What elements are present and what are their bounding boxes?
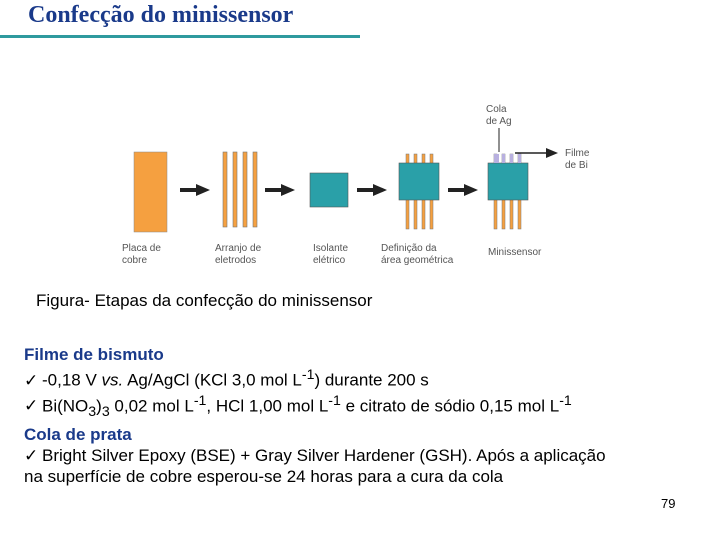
cola-heading: Cola de prata — [24, 425, 132, 444]
stage-label-arranjo: Arranjo de eletrodos — [215, 243, 262, 266]
stage-label-minissensor: Minissensor — [488, 247, 542, 258]
page-number: 79 — [661, 496, 676, 511]
electrode-array — [223, 152, 257, 227]
title-underline — [0, 35, 360, 38]
copper-plate — [134, 152, 167, 232]
minisensor — [488, 154, 528, 229]
fabrication-figure — [0, 90, 720, 290]
stage-label-isolante: Isolante elétrico — [313, 243, 349, 266]
arrow-2 — [265, 184, 295, 196]
stage-label-placa: Placa de cobre — [122, 243, 161, 266]
cola-bullet: ✓ Bright Silver Epoxy (BSE) + Gray Silver Hardener (GSH). Após a aplicação — [24, 446, 606, 465]
check-icon: ✓ — [24, 370, 39, 390]
cola-bullet-continuation: na superfície de cobre esperou-se 24 horas para a cura da cola — [24, 467, 504, 486]
insulator-block — [310, 173, 348, 207]
stage-label-definicao: Definição da área geométrica — [381, 243, 454, 266]
figure-caption: Figura- Etapas da confecção do minissensor — [36, 291, 373, 310]
filme-section — [24, 344, 572, 423]
filme-pointer — [515, 148, 558, 158]
filme-heading: Filme de bismuto — [24, 345, 164, 364]
check-icon: ✓ — [24, 396, 39, 416]
arrow-3 — [357, 184, 387, 196]
callout-filme: Filme de Bi — [565, 148, 590, 171]
filme-bullet-solution: ✓ $Bi(NO_3)_3$ 0,02 mol $L^{-1}$, HCl 1,00 mol $L^{-1}$ e citrato de sódio 0,15 mol $L^{-1}$ — [24, 392, 572, 420]
callout-cola: Cola de Ag — [486, 104, 512, 127]
page-title: Confecção do minissensor — [28, 2, 294, 28]
arrow-1 — [180, 184, 210, 196]
geometric-area-stage — [399, 154, 439, 229]
cola-section — [24, 424, 606, 487]
arrow-4 — [448, 184, 478, 196]
filme-bullet-potential: ✓ -0,18 V vs. Ag/AgCl (KCl 3,0 mol $L^{-1}$) durante 200 s — [24, 367, 429, 390]
check-icon: ✓ — [24, 446, 39, 465]
